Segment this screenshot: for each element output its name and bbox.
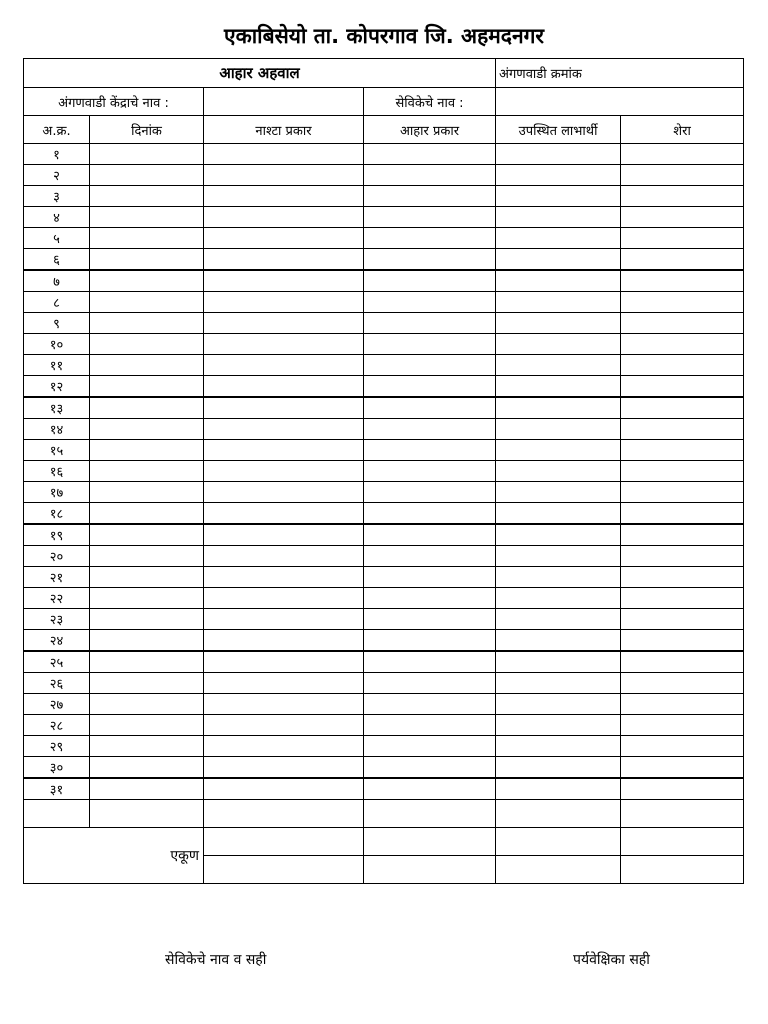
table-cell[interactable] — [496, 397, 621, 419]
table-cell[interactable] — [90, 630, 204, 652]
table-cell[interactable] — [204, 567, 364, 588]
table-cell[interactable] — [90, 736, 204, 757]
table-cell[interactable] — [90, 397, 204, 419]
row-number: २८ — [24, 715, 90, 736]
anganwadi-number-label: अंगणवाडी क्रमांक — [496, 59, 744, 88]
table-cell[interactable] — [496, 313, 621, 334]
table-cell[interactable] — [364, 778, 496, 800]
table-cell[interactable] — [90, 609, 204, 630]
row-number: २७ — [24, 694, 90, 715]
table-cell[interactable] — [496, 800, 621, 828]
row-number: २५ — [24, 651, 90, 673]
row-number: २१ — [24, 567, 90, 588]
table-cell[interactable] — [364, 588, 496, 609]
table-cell[interactable] — [621, 270, 744, 292]
table-cell[interactable] — [496, 292, 621, 313]
table-cell[interactable] — [364, 334, 496, 355]
table-cell[interactable] — [496, 503, 621, 525]
table-cell[interactable] — [496, 144, 621, 165]
total-cell[interactable] — [496, 856, 621, 884]
table-cell[interactable] — [90, 419, 204, 440]
table-cell[interactable] — [204, 757, 364, 779]
table-cell[interactable] — [90, 376, 204, 398]
table-cell[interactable] — [204, 588, 364, 609]
table-cell[interactable] — [621, 419, 744, 440]
table-cell[interactable] — [90, 334, 204, 355]
table-cell[interactable] — [364, 313, 496, 334]
table-cell[interactable] — [621, 736, 744, 757]
table-cell[interactable] — [621, 207, 744, 228]
table-cell[interactable] — [621, 186, 744, 207]
sevika-name-label: सेविकेचे नाव : — [364, 88, 496, 116]
table-cell[interactable] — [496, 757, 621, 779]
table-cell[interactable] — [364, 249, 496, 271]
table-row — [24, 186, 744, 207]
table-row — [24, 588, 744, 609]
table-cell[interactable] — [90, 800, 204, 828]
table-row — [24, 630, 744, 652]
row-number: १६ — [24, 461, 90, 482]
table-row — [24, 694, 744, 715]
table-cell[interactable] — [621, 630, 744, 652]
table-cell[interactable] — [621, 546, 744, 567]
table-cell[interactable] — [364, 355, 496, 376]
table-cell[interactable] — [204, 270, 364, 292]
table-cell[interactable] — [496, 207, 621, 228]
table-cell[interactable] — [496, 461, 621, 482]
table-cell[interactable] — [90, 715, 204, 736]
table-cell[interactable] — [90, 228, 204, 249]
table-cell[interactable] — [90, 567, 204, 588]
table-row — [24, 228, 744, 249]
table-cell[interactable] — [204, 800, 364, 828]
row-number: १९ — [24, 524, 90, 546]
table-cell[interactable] — [621, 313, 744, 334]
table-cell[interactable] — [496, 609, 621, 630]
table-cell[interactable] — [204, 778, 364, 800]
table-cell[interactable] — [90, 673, 204, 694]
table-cell[interactable] — [90, 588, 204, 609]
col-present: उपस्थित लाभार्थी — [496, 116, 621, 144]
row-number: २३ — [24, 609, 90, 630]
table-cell[interactable] — [621, 440, 744, 461]
table-cell[interactable] — [364, 609, 496, 630]
total-row — [24, 828, 744, 856]
table-cell[interactable] — [204, 313, 364, 334]
table-cell[interactable] — [204, 736, 364, 757]
table-row — [24, 165, 744, 186]
table-cell[interactable] — [364, 630, 496, 652]
table-cell[interactable] — [90, 440, 204, 461]
table-row — [24, 778, 744, 800]
table-cell[interactable] — [204, 461, 364, 482]
table-cell[interactable] — [204, 673, 364, 694]
table-cell[interactable] — [496, 630, 621, 652]
report-title: आहार अहवाल — [24, 59, 496, 88]
table-cell[interactable] — [364, 567, 496, 588]
row-number: १० — [24, 334, 90, 355]
table-cell[interactable] — [496, 567, 621, 588]
table-cell[interactable] — [621, 524, 744, 546]
table-cell[interactable] — [621, 292, 744, 313]
table-row — [24, 567, 744, 588]
table-cell[interactable] — [364, 186, 496, 207]
table-cell[interactable] — [496, 355, 621, 376]
row-number: ६ — [24, 249, 90, 271]
table-cell[interactable] — [90, 249, 204, 271]
sevika-signature-label: सेविकेचे नाव व सही — [165, 952, 267, 968]
table-cell[interactable] — [90, 461, 204, 482]
table-cell[interactable] — [364, 165, 496, 186]
row-number: १३ — [24, 397, 90, 419]
table-cell[interactable] — [90, 546, 204, 567]
row-number: ४ — [24, 207, 90, 228]
table-cell[interactable] — [496, 715, 621, 736]
table-cell[interactable] — [364, 800, 496, 828]
table-cell[interactable] — [496, 546, 621, 567]
table-cell[interactable] — [204, 482, 364, 503]
row-number: ९ — [24, 313, 90, 334]
col-remarks: शेरा — [621, 116, 744, 144]
blank-row — [24, 800, 744, 828]
table-cell[interactable] — [204, 715, 364, 736]
table-cell[interactable] — [364, 503, 496, 525]
total-label: एकूण — [24, 828, 204, 884]
table-cell[interactable] — [621, 800, 744, 828]
col-date: दिनांक — [90, 116, 204, 144]
row-number: ५ — [24, 228, 90, 249]
row-number: ८ — [24, 292, 90, 313]
row-number: ७ — [24, 270, 90, 292]
table-cell[interactable] — [621, 757, 744, 779]
table-cell[interactable] — [496, 588, 621, 609]
table-cell[interactable] — [24, 800, 90, 828]
table-row — [24, 609, 744, 630]
table-row — [24, 376, 744, 398]
row-number: ३० — [24, 757, 90, 779]
row-number: २ — [24, 165, 90, 186]
table-cell[interactable] — [364, 482, 496, 503]
col-breakfast: नाश्टा प्रकार — [204, 116, 364, 144]
table-cell[interactable] — [621, 503, 744, 525]
row-number: १७ — [24, 482, 90, 503]
table-cell[interactable] — [204, 292, 364, 313]
table-cell[interactable] — [90, 207, 204, 228]
table-cell[interactable] — [621, 249, 744, 271]
table-cell[interactable] — [621, 334, 744, 355]
table-cell[interactable] — [621, 376, 744, 398]
table-cell[interactable] — [90, 165, 204, 186]
table-cell[interactable] — [621, 144, 744, 165]
table-cell[interactable] — [204, 186, 364, 207]
table-cell[interactable] — [204, 144, 364, 165]
table-row — [24, 715, 744, 736]
table-cell[interactable] — [364, 546, 496, 567]
total-cell[interactable] — [204, 828, 364, 856]
table-cell[interactable] — [204, 440, 364, 461]
total-cell[interactable] — [364, 828, 496, 856]
table-row — [24, 419, 744, 440]
anganwadi-name-field[interactable] — [204, 88, 364, 116]
table-cell[interactable] — [621, 673, 744, 694]
table-cell[interactable] — [204, 609, 364, 630]
table-row — [24, 503, 744, 525]
table-cell[interactable] — [204, 694, 364, 715]
table-cell[interactable] — [621, 694, 744, 715]
table-cell[interactable] — [496, 165, 621, 186]
table-cell[interactable] — [621, 651, 744, 673]
table-row — [24, 482, 744, 503]
table-cell[interactable] — [90, 292, 204, 313]
sevika-name-field[interactable] — [496, 88, 744, 116]
row-number: २० — [24, 546, 90, 567]
table-cell[interactable] — [90, 778, 204, 800]
table-cell[interactable] — [364, 736, 496, 757]
row-number: १४ — [24, 419, 90, 440]
table-cell[interactable] — [364, 376, 496, 398]
table-cell[interactable] — [364, 524, 496, 546]
table-cell[interactable] — [496, 651, 621, 673]
table-cell[interactable] — [204, 419, 364, 440]
table-cell[interactable] — [90, 355, 204, 376]
table-row — [24, 440, 744, 461]
table-cell[interactable] — [204, 546, 364, 567]
table-cell[interactable] — [90, 651, 204, 673]
table-cell[interactable] — [496, 694, 621, 715]
table-row — [24, 673, 744, 694]
table-cell[interactable] — [364, 397, 496, 419]
table-cell[interactable] — [496, 186, 621, 207]
row-number: ३ — [24, 186, 90, 207]
table-cell[interactable] — [204, 397, 364, 419]
table-cell[interactable] — [90, 313, 204, 334]
table-cell[interactable] — [496, 778, 621, 800]
table-cell[interactable] — [621, 397, 744, 419]
table-cell[interactable] — [364, 270, 496, 292]
table-cell[interactable] — [364, 419, 496, 440]
table-cell[interactable] — [364, 694, 496, 715]
table-cell[interactable] — [204, 630, 364, 652]
table-cell[interactable] — [204, 355, 364, 376]
total-cell[interactable] — [621, 828, 744, 856]
col-meal: आहार प्रकार — [364, 116, 496, 144]
total-cell[interactable] — [621, 856, 744, 884]
table-cell[interactable] — [496, 270, 621, 292]
table-row — [24, 207, 744, 228]
table-row — [24, 270, 744, 292]
table-cell[interactable] — [364, 144, 496, 165]
table-row — [24, 355, 744, 376]
table-cell[interactable] — [364, 440, 496, 461]
col-serial: अ.क्र. — [24, 116, 90, 144]
table-row — [24, 249, 744, 271]
row-number: १८ — [24, 503, 90, 525]
table-cell[interactable] — [496, 736, 621, 757]
table-row — [24, 144, 744, 165]
table-row — [24, 546, 744, 567]
row-number: १ — [24, 144, 90, 165]
total-cell[interactable] — [204, 856, 364, 884]
table-cell[interactable] — [496, 524, 621, 546]
table-row — [24, 736, 744, 757]
table-cell[interactable] — [621, 355, 744, 376]
table-cell[interactable] — [90, 144, 204, 165]
table-cell[interactable] — [364, 461, 496, 482]
row-number: २२ — [24, 588, 90, 609]
table-cell[interactable] — [90, 757, 204, 779]
table-cell[interactable] — [364, 292, 496, 313]
table-cell[interactable] — [496, 673, 621, 694]
info-row — [24, 88, 744, 116]
row-number: २४ — [24, 630, 90, 652]
table-cell[interactable] — [621, 567, 744, 588]
supervisor-signature-label: पर्यवेक्षिका सही — [573, 952, 650, 968]
table-cell[interactable] — [204, 207, 364, 228]
column-header-row — [24, 116, 744, 144]
table-cell[interactable] — [364, 757, 496, 779]
row-number: ३१ — [24, 778, 90, 800]
table-cell[interactable] — [364, 715, 496, 736]
table-row — [24, 334, 744, 355]
row-number: ११ — [24, 355, 90, 376]
table-cell[interactable] — [621, 588, 744, 609]
row-number: २९ — [24, 736, 90, 757]
table-cell[interactable] — [621, 461, 744, 482]
table-cell[interactable] — [204, 165, 364, 186]
table-cell[interactable] — [621, 715, 744, 736]
table-row — [24, 524, 744, 546]
table-row — [24, 397, 744, 419]
table-cell[interactable] — [204, 376, 364, 398]
table-cell[interactable] — [496, 228, 621, 249]
table-cell[interactable] — [621, 165, 744, 186]
table-cell[interactable] — [90, 482, 204, 503]
row-number: २६ — [24, 673, 90, 694]
table-cell[interactable] — [621, 609, 744, 630]
table-row — [24, 313, 744, 334]
table-cell[interactable] — [621, 778, 744, 800]
total-cell[interactable] — [364, 856, 496, 884]
table-cell[interactable] — [204, 228, 364, 249]
table-cell[interactable] — [496, 419, 621, 440]
table-cell[interactable] — [496, 249, 621, 271]
table-cell[interactable] — [90, 270, 204, 292]
table-cell[interactable] — [204, 334, 364, 355]
report-header-row — [24, 59, 744, 88]
page-title: एकाबिसेयो ता. कोपरगाव जि. अहमदनगर — [223, 24, 545, 48]
table-cell[interactable] — [204, 249, 364, 271]
table-cell[interactable] — [496, 482, 621, 503]
table-row — [24, 461, 744, 482]
table-cell[interactable] — [90, 186, 204, 207]
anganwadi-name-label: अंगणवाडी केंद्राचे नाव : — [24, 88, 204, 116]
total-cell[interactable] — [496, 828, 621, 856]
report-table — [23, 58, 744, 884]
table-cell[interactable] — [496, 334, 621, 355]
row-number: १५ — [24, 440, 90, 461]
table-cell[interactable] — [90, 694, 204, 715]
table-cell[interactable] — [496, 440, 621, 461]
table-row — [24, 757, 744, 779]
table-cell[interactable] — [204, 524, 364, 546]
table-cell[interactable] — [90, 503, 204, 525]
table-row — [24, 651, 744, 673]
table-cell[interactable] — [621, 482, 744, 503]
row-number: १२ — [24, 376, 90, 398]
table-cell[interactable] — [621, 228, 744, 249]
table-cell[interactable] — [496, 376, 621, 398]
table-cell[interactable] — [90, 524, 204, 546]
table-cell[interactable] — [364, 673, 496, 694]
table-cell[interactable] — [204, 651, 364, 673]
table-cell[interactable] — [364, 207, 496, 228]
table-cell[interactable] — [364, 651, 496, 673]
table-row — [24, 292, 744, 313]
table-cell[interactable] — [204, 503, 364, 525]
table-cell[interactable] — [364, 228, 496, 249]
